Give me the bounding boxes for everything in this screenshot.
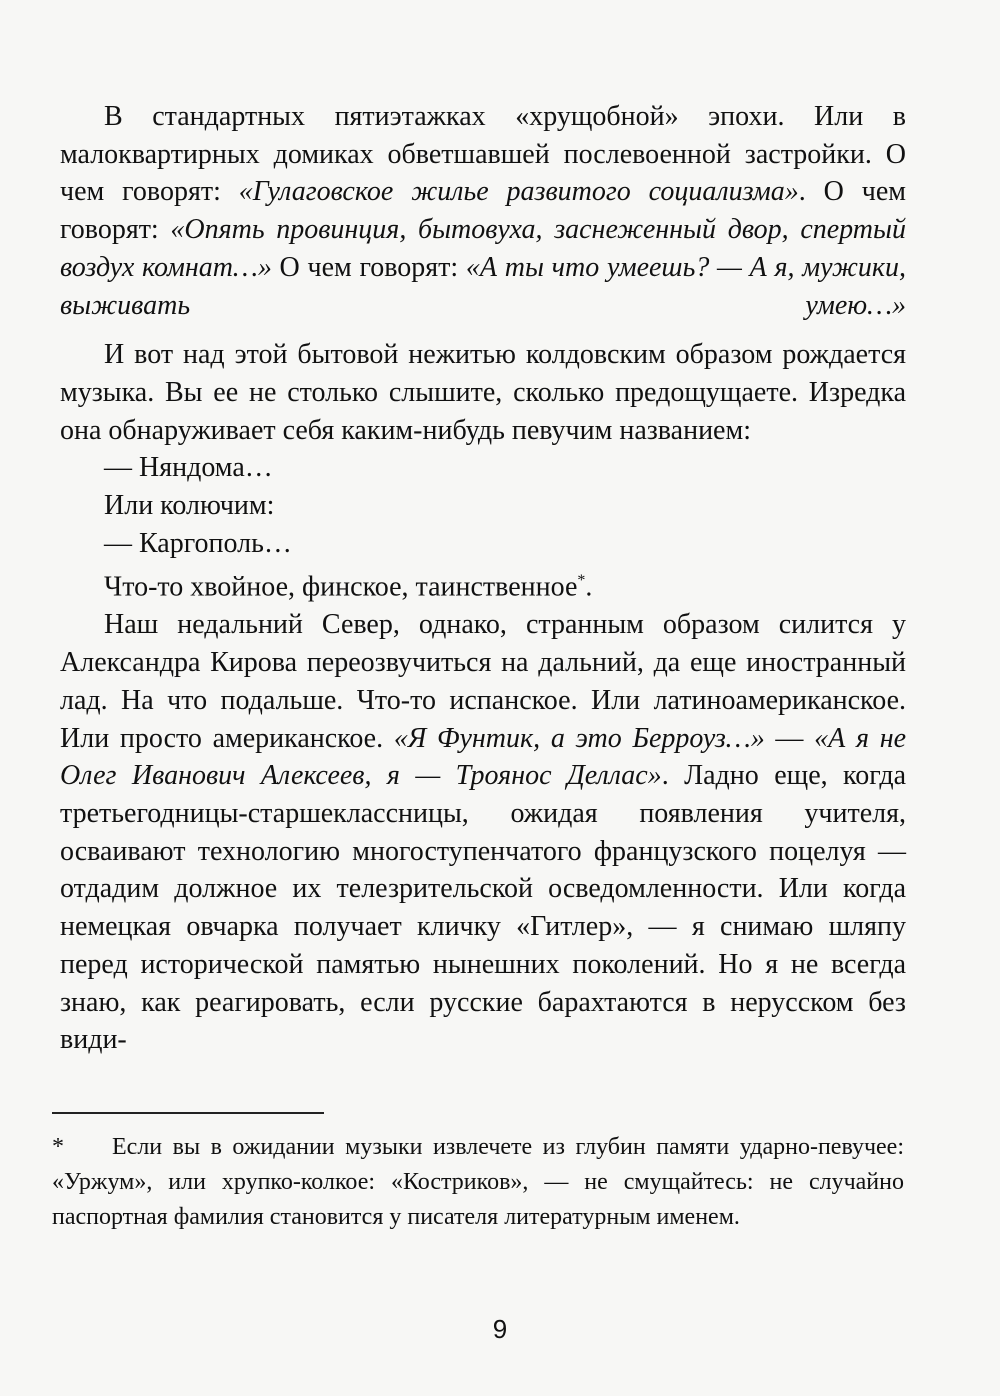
paragraph-1: В стандартных пятиэтажках «хрущобной» эпохи. Или в малоквартирных домиках обветшавшей послевоенной застройки. О чем говорят: «Гулаговское жилье развитого социализма». О чем говорят: «Опять провинция, бытовуха, заснеженный двор, спертый воздух комнат…» О чем говорят: «А ты что умеешь? — А я, мужики, выживать умею…» bbox=[60, 101, 907, 321]
short-line-kolyuchim: Или колючим: bbox=[104, 490, 275, 522]
short-line-nyandoma: — Няндома… bbox=[104, 452, 273, 484]
footnote-divider bbox=[52, 1112, 324, 1114]
page-number: 9 bbox=[492, 1314, 508, 1344]
footnote bbox=[52, 1130, 904, 1235]
footnote-reference: * bbox=[577, 572, 586, 590]
short-line-kargopol: — Каргополь… bbox=[104, 527, 292, 559]
footnote-marker: * bbox=[52, 1134, 64, 1160]
paragraph-3: Наш недальний Север, однако, странным образом силится у Александра Кирова переозвучиться на дальний, да еще иностранный лад. На что подальше. Что-то испанское. Или латиноамериканское. Или просто американское. «Я Фунтик, а это Берроуз…» — «А я не Олег Иванович Алексеев, я — Троянос Деллас». Ладно еще, когда третьегодницы-старшеклассницы, ожидая появления учителя, осваивают технологию многоступенчатого французского поцелуя — отдадим должное их телезрительской осведомленности. Или когда немецкая овчарка получает кличку «Гитлер», — я снимаю шляпу перед исторической памятью нынешних поколений. Но я не всегда знаю, как реагировать, если русские барахтаются в нерусском без види- bbox=[60, 609, 907, 1056]
main-text bbox=[60, 98, 906, 1059]
short-line-mystery: Что-то хвойное, финское, таинственное*. bbox=[104, 571, 593, 603]
footnote-text: Если вы в ожидании музыки извлечете из глубин памяти ударно-певучее: «Уржум», или хрупко-колкое: «Костриков», — не смущайтесь: не случайно паспортная фамилия становится у писателя литературным именем. bbox=[52, 1134, 904, 1230]
paragraph-2: И вот над этой бытовой нежитью колдовским образом рождается музыка. Вы ее не столько слышите, сколько предощущаете. Изредка она обнаруживает себя каким-нибудь певучим названием: bbox=[60, 339, 906, 446]
